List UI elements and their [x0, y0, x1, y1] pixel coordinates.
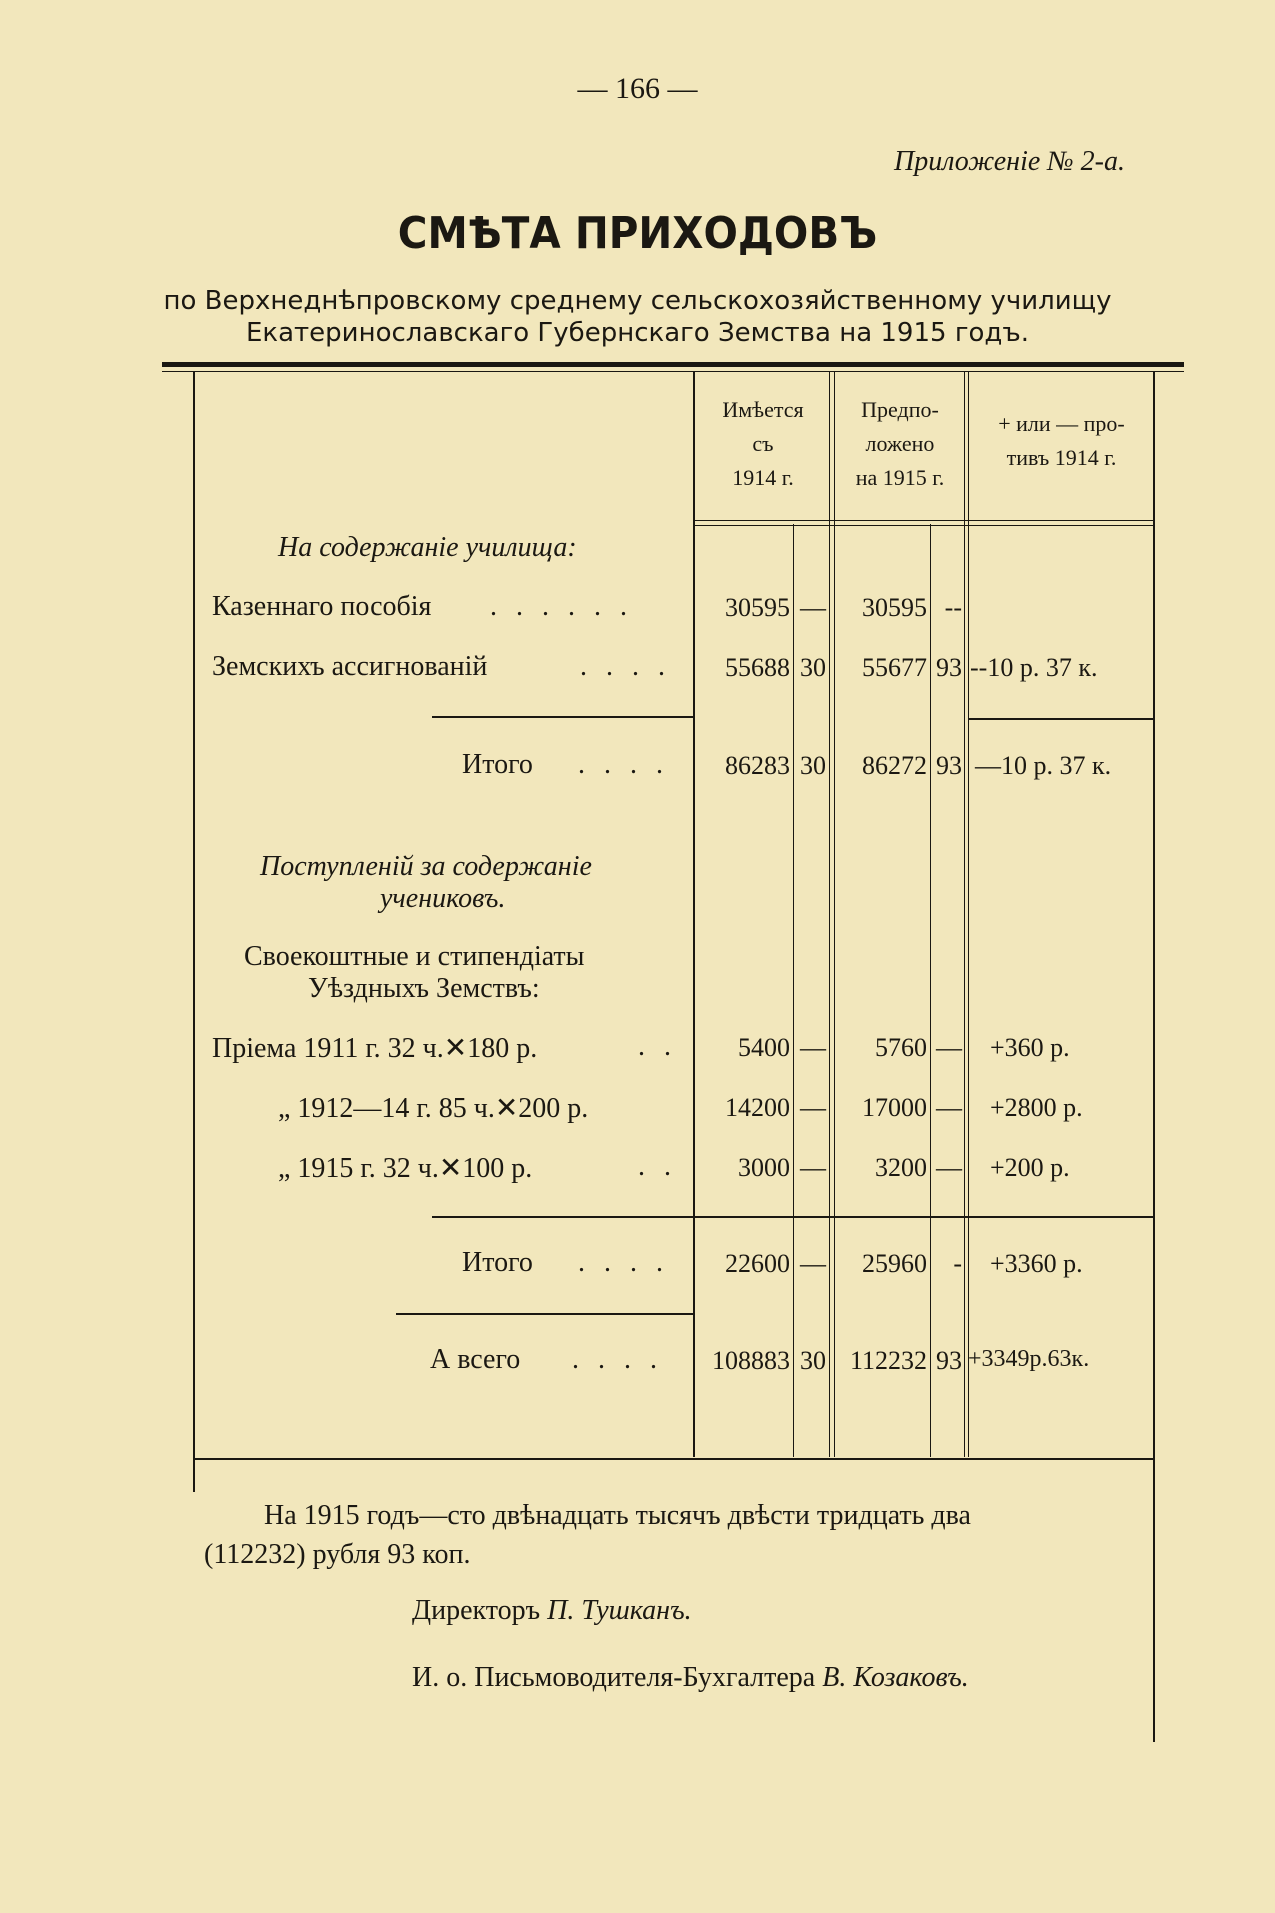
- subtitle-line-1: по Верхнеднѣпровскому среднему сельскохозяйственному училищу: [163, 286, 1112, 316]
- row-dots: . .: [638, 1031, 677, 1062]
- kop-1914: 30: [800, 751, 826, 780]
- difference: +3360 р.: [990, 1249, 1083, 1278]
- row-label: „ 1915 г. 32 ч.✕100 р.: [278, 1153, 533, 1184]
- left-border: [193, 372, 195, 1492]
- rub-1915: 5760: [875, 1033, 927, 1062]
- col-divider-kop2: [930, 524, 931, 1457]
- total-dots: . . . .: [578, 749, 669, 780]
- col-header-difference: [970, 407, 1153, 475]
- rub-1915: 112232: [849, 1346, 927, 1375]
- difference: +3349р.63к.: [968, 1346, 1090, 1372]
- subtitle-line-2: Екатеринославскаго Губернскаго Земства на 1915 годъ.: [245, 318, 1030, 348]
- section1-heading: На содержанiе училища:: [278, 532, 577, 563]
- col-header-planned-1915: [836, 393, 964, 495]
- kop-1915: 93: [936, 751, 962, 780]
- kop-1915: —: [936, 1153, 962, 1182]
- rub-1914: 55688: [725, 653, 790, 682]
- kop-1914: —: [800, 593, 826, 622]
- row-dots: . . . . . .: [490, 591, 633, 622]
- appendix-label: Приложенiе № 2-а.: [894, 146, 1125, 177]
- rub-1914: 22600: [725, 1249, 790, 1278]
- col-divider-1: [693, 372, 695, 1457]
- row-label: Прiема 1911 г. 32 ч.✕180 р.: [212, 1033, 538, 1064]
- grand-total-dots: . . . .: [572, 1344, 663, 1375]
- director-signature: [412, 1595, 692, 1627]
- col-divider-2b: [834, 372, 835, 1457]
- col-header-line: ложено: [865, 431, 935, 456]
- col-header-line: 1914 г.: [732, 465, 794, 490]
- row-label: Земскихъ ассигнованiй: [212, 651, 488, 682]
- director-name: П. Тушканъ.: [547, 1595, 692, 1626]
- rub-1915: 25960: [862, 1249, 927, 1278]
- kop-1914: —: [800, 1033, 826, 1062]
- kop-1915: 93: [936, 653, 962, 682]
- kop-1914: —: [800, 1093, 826, 1122]
- col-header-line: Имѣется: [722, 397, 804, 422]
- kop-1915: --: [944, 593, 962, 622]
- clerk-title: И. о. Письмоводителя-Бухгалтера: [412, 1662, 816, 1693]
- section2-sub-line2: Уѣздныхъ Земствъ:: [308, 973, 540, 1004]
- header-underline: [693, 520, 1153, 521]
- top-rule-thick: [162, 362, 1184, 367]
- rub-1915: 55677: [862, 653, 927, 682]
- kop-1915: -: [953, 1249, 962, 1278]
- col-header-line: на 1915 г.: [855, 465, 945, 490]
- row-label: „ 1912—14 г. 85 ч.✕200 р.: [278, 1093, 589, 1124]
- right-border: [1153, 372, 1155, 1742]
- section2-heading-line2: учениковъ.: [380, 883, 506, 914]
- col-header-line: тивъ 1914 г.: [1006, 445, 1117, 470]
- difference: +200 р.: [990, 1153, 1070, 1182]
- kop-1915: —: [936, 1033, 962, 1062]
- rub-1915: 86272: [862, 751, 927, 780]
- rub-1915: 17000: [862, 1093, 927, 1122]
- kop-1914: 30: [800, 1346, 826, 1375]
- clerk-signature: [412, 1662, 969, 1694]
- header-underline-2: [693, 525, 1153, 526]
- subtotal-rule-2: [432, 1216, 1153, 1218]
- director-title: Директоръ: [412, 1595, 541, 1626]
- rub-1914: 30595: [725, 593, 790, 622]
- top-rule-thin: [162, 371, 1184, 372]
- total-label: Итого: [462, 749, 533, 780]
- difference: +360 р.: [990, 1033, 1070, 1062]
- subtotal-rule-1-right: [969, 718, 1153, 720]
- col-divider-3a: [964, 372, 965, 1457]
- col-header-line: Предпо-: [861, 397, 939, 422]
- col-divider-3b: [968, 372, 969, 1457]
- amount-in-words-line1: На 1915 годъ—сто двѣнадцать тысячъ двѣсти тридцать два: [264, 1500, 971, 1531]
- subtotal-rule-3: [396, 1313, 693, 1315]
- page-number: — 166 —: [577, 72, 698, 105]
- bottom-rule: [193, 1458, 1153, 1460]
- rub-1914: 86283: [725, 751, 790, 780]
- total-label: Итого: [462, 1247, 533, 1278]
- rub-1914: 14200: [725, 1093, 790, 1122]
- difference: +2800 р.: [990, 1093, 1083, 1122]
- rub-1914: 5400: [738, 1033, 790, 1062]
- rub-1915: 30595: [862, 593, 927, 622]
- col-divider-kop1: [793, 524, 794, 1457]
- rub-1914: 3000: [738, 1153, 790, 1182]
- kop-1915: —: [936, 1093, 962, 1122]
- total-dots: . . . .: [578, 1247, 669, 1278]
- amount-in-words-line2: (112232) рубля 93 коп.: [204, 1539, 471, 1570]
- kop-1914: 30: [800, 653, 826, 682]
- col-header-line: съ: [752, 431, 774, 456]
- col-divider-2a: [829, 372, 830, 1457]
- rub-1914: 108883: [712, 1346, 790, 1375]
- page-title: СМѢТА ПРИХОДОВЪ: [397, 208, 878, 259]
- kop-1915: 93: [936, 1346, 962, 1375]
- row-dots: . . . .: [580, 651, 671, 682]
- grand-total-label: А всего: [430, 1344, 521, 1375]
- row-dots: . .: [638, 1151, 677, 1182]
- subtotal-rule-1: [432, 716, 693, 718]
- clerk-name: В. Козаковъ.: [822, 1662, 969, 1693]
- section2-sub-line1: Своекоштные и стипендiаты: [244, 941, 585, 972]
- rub-1915: 3200: [875, 1153, 927, 1182]
- kop-1914: —: [800, 1249, 826, 1278]
- col-header-line: + или — про-: [998, 411, 1125, 436]
- col-header-have-1914: [697, 393, 829, 495]
- difference: —10 р. 37 к.: [975, 751, 1112, 780]
- row-label: Казеннаго пособiя: [212, 591, 432, 622]
- kop-1914: —: [800, 1153, 826, 1182]
- difference: --10 р. 37 к.: [970, 653, 1098, 682]
- section2-heading-line1: Поступленiй за содержанiе: [260, 851, 592, 882]
